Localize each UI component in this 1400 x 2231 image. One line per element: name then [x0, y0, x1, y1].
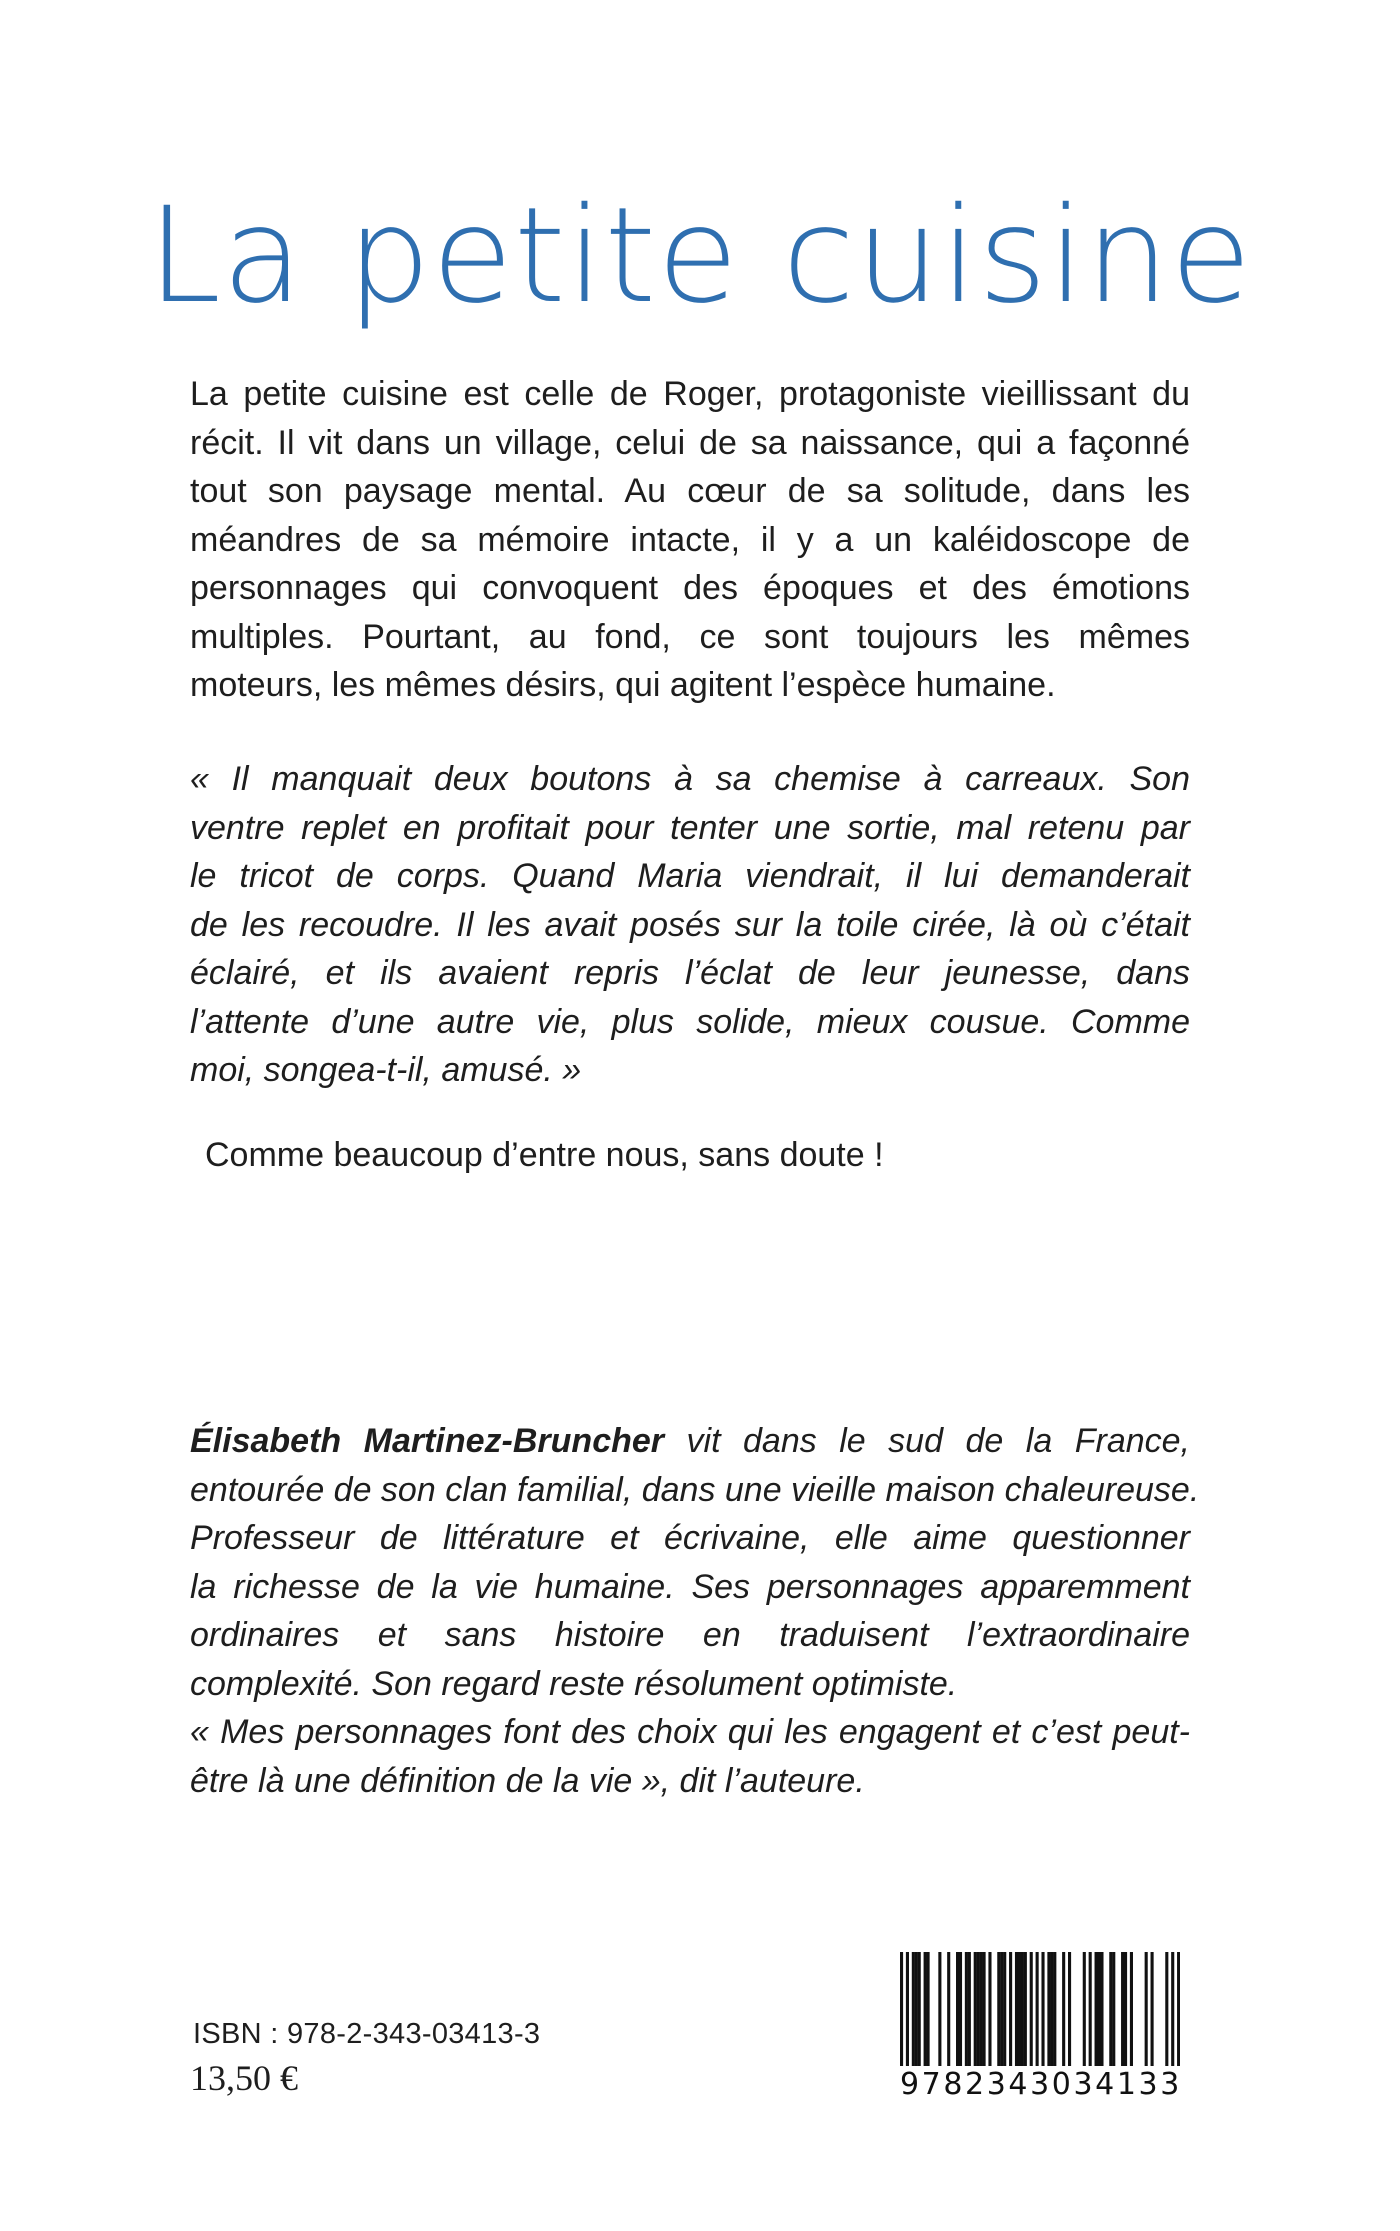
quote-line: ventre replet en profitait pour tenter une sortie, mal retenu par	[190, 808, 1190, 847]
isbn: ISBN : 978-2-343-03413-3	[193, 2018, 541, 2050]
summary-line: personnages qui convoquent des époques et des émotions	[190, 569, 1190, 607]
summary-line: La petite cuisine est celle de Roger, protagoniste vieillissant du	[190, 375, 1190, 413]
author-bio	[190, 1417, 1200, 1805]
barcode-bar	[1177, 1952, 1180, 2082]
quote-line: « Il manquait deux boutons à sa chemise à carreaux. Son	[190, 760, 1190, 798]
barcode-bar	[906, 1952, 909, 2082]
bio-line: Professeur de littérature et écrivaine, elle aime questionner	[190, 1519, 1190, 1557]
quote-line: moi, songea-t-il, amusé. »	[190, 1051, 582, 1089]
barcode-bar	[974, 1952, 977, 2068]
barcode-bar	[1109, 1952, 1112, 2068]
barcode	[900, 1952, 1180, 2104]
summary-line: récit. Il vit dans un village, celui de sa naissance, qui a façonné	[190, 423, 1190, 462]
barcode-bar	[980, 1952, 983, 2068]
barcode-bar	[1024, 1952, 1027, 2068]
barcode-bar	[1030, 1952, 1033, 2068]
bio-line: « Mes personnages font des choix qui les engagent et c’est peut-	[190, 1713, 1190, 1751]
barcode-bar	[1151, 1952, 1154, 2068]
barcode-bar	[1124, 1952, 1127, 2068]
barcode-bar	[1171, 1952, 1174, 2082]
bio-line: entourée de son clan familial, dans une vieille maison chaleureuse.	[190, 1470, 1200, 1509]
barcode-bar	[1000, 1952, 1003, 2068]
summary-line: moteurs, les mêmes désirs, qui agitent l’espèce humaine.	[190, 666, 1056, 704]
barcode-bar	[1121, 1952, 1124, 2068]
bio-line: ordinaires et sans histoire en traduisent l’extraordinaire	[190, 1616, 1190, 1654]
bio-line: la richesse de la vie humaine. Ses personnages apparemment	[190, 1567, 1190, 1606]
closing-line: Comme beaucoup d’entre nous, sans doute !	[205, 1136, 884, 1174]
barcode-bar	[900, 1952, 903, 2082]
barcode-bar	[1036, 1952, 1039, 2082]
barcode-bar	[977, 1952, 980, 2068]
barcode-bar	[959, 1952, 962, 2068]
barcode-bar	[1003, 1952, 1006, 2068]
barcode-bar	[1112, 1952, 1115, 2068]
bio-first-line-text: vit dans le sud de la France,	[664, 1422, 1190, 1460]
barcode-bar	[912, 1952, 915, 2068]
quote-line: l’attente d’une autre vie, plus solide, mieux cousue. Comme	[190, 1002, 1190, 1041]
barcode-bar	[1047, 1952, 1050, 2068]
barcode-bar	[1145, 1952, 1148, 2068]
barcode-bar	[997, 1952, 1000, 2068]
barcode-bar	[983, 1952, 986, 2068]
quote-line: le tricot de corps. Quand Maria viendrait, il lui demanderait	[190, 857, 1190, 895]
barcode-bar	[988, 1952, 991, 2068]
author-name: Élisabeth Martinez-Bruncher	[190, 1422, 665, 1460]
barcode-bar	[947, 1952, 950, 2068]
barcode-bar	[918, 1952, 921, 2068]
barcode-bar	[1041, 1952, 1044, 2082]
barcode-bar	[927, 1952, 930, 2068]
bio-line: complexité. Son regard reste résolument optimiste.	[190, 1664, 958, 1703]
book-title: La petite cuisine	[147, 179, 1253, 333]
barcode-bar	[1083, 1952, 1086, 2068]
barcode-digits: 9782343034133	[900, 2067, 1182, 2102]
quote-line: éclairé, et ils avaient repris l’éclat de leur jeunesse, dans	[190, 954, 1190, 992]
summary-line: méandres de sa mémoire intacte, il y a un kaléidoscope de	[190, 520, 1190, 559]
price: 13,50 €	[190, 2058, 298, 2098]
barcode-bar	[1100, 1952, 1103, 2068]
barcode-bar	[1130, 1952, 1133, 2068]
bio-line: être là une définition de la vie », dit l’auteure.	[190, 1761, 865, 1800]
summary-paragraph	[190, 370, 1190, 710]
barcode-bar	[915, 1952, 918, 2068]
barcode-bar	[938, 1952, 941, 2068]
barcode-bar	[1165, 1952, 1168, 2068]
barcode-bar	[968, 1952, 971, 2068]
barcode-bar	[1009, 1952, 1012, 2068]
barcode-bar	[1068, 1952, 1071, 2068]
barcode-bar	[1018, 1952, 1021, 2068]
bio-first-line	[190, 1417, 1190, 1466]
barcode-bar	[1050, 1952, 1053, 2068]
excerpt-quote	[190, 755, 1190, 1095]
barcode-bar	[956, 1952, 959, 2068]
barcode-bar	[1015, 1952, 1018, 2068]
barcode-bar	[1095, 1952, 1098, 2068]
quote-line: de les recoudre. Il les avait posés sur la toile cirée, là où c’était	[190, 905, 1190, 944]
barcode-bar	[1062, 1952, 1065, 2068]
barcode-bar	[1053, 1952, 1056, 2068]
barcode-bar	[924, 1952, 927, 2068]
summary-line: tout son paysage mental. Au cœur de sa solitude, dans les	[190, 472, 1190, 510]
barcode-bar	[965, 1952, 968, 2068]
summary-line: multiples. Pourtant, au fond, ce sont toujours les mêmes	[190, 617, 1190, 656]
barcode-bar	[1097, 1952, 1100, 2068]
barcode-bar	[1021, 1952, 1024, 2068]
barcode-bar	[1089, 1952, 1092, 2068]
